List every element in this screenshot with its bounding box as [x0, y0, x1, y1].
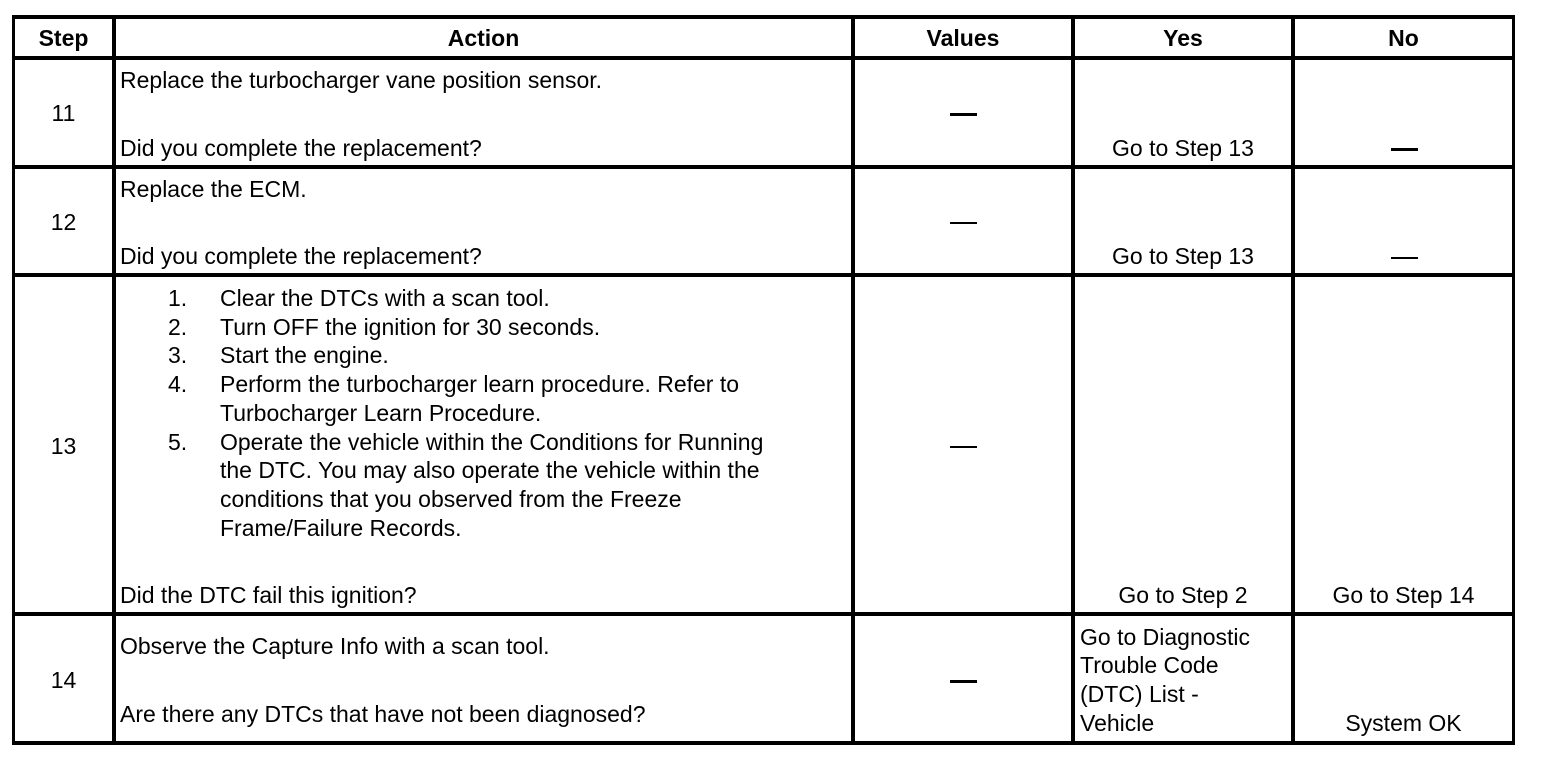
list-item: Start the engine.	[220, 342, 389, 368]
values-dash	[950, 680, 977, 683]
list-item-continuation: Turbocharger Learn Procedure.	[220, 400, 542, 426]
no-link[interactable]: Go to Step 14	[1332, 582, 1475, 608]
table-border-right	[1512, 15, 1515, 745]
no-dash	[1391, 148, 1418, 151]
step-number: 11	[51, 100, 76, 126]
column-separator	[1291, 15, 1295, 745]
action-question: Are there any DTCs that have not been diagnosed?	[120, 701, 646, 727]
column-separator	[112, 15, 116, 745]
list-number: 4.	[168, 371, 188, 397]
list-number: 1.	[168, 285, 188, 311]
yes-link-line[interactable]: Vehicle	[1080, 710, 1155, 736]
no-text: System OK	[1345, 710, 1462, 736]
row-separator	[12, 612, 1515, 616]
table-border-top	[12, 15, 1515, 19]
list-number: 5.	[168, 429, 188, 455]
action-question: Did you complete the replacement?	[120, 135, 482, 161]
yes-link[interactable]: Go to Step 13	[1112, 243, 1254, 269]
list-item: Turn OFF the ignition for 30 seconds.	[220, 314, 601, 340]
values-dash	[950, 222, 977, 224]
yes-link[interactable]: Go to Step 13	[1112, 135, 1254, 161]
row-separator	[12, 273, 1515, 277]
header-action: Action	[447, 25, 520, 51]
list-number: 2.	[168, 314, 188, 340]
step-number: 13	[50, 433, 77, 459]
table-border-bottom	[12, 741, 1515, 745]
header-yes: Yes	[1163, 25, 1203, 51]
list-item-continuation: Frame/Failure Records.	[220, 515, 462, 541]
list-item: Perform the turbocharger learn procedure. Refer to	[220, 371, 740, 397]
header-step: Step	[38, 25, 89, 51]
row-separator	[12, 165, 1515, 169]
header-separator	[12, 56, 1515, 60]
column-separator	[851, 15, 855, 745]
yes-link[interactable]: Go to Step 2	[1118, 582, 1248, 608]
yes-link-line[interactable]: Go to Diagnostic	[1080, 624, 1251, 650]
list-number: 3.	[168, 342, 188, 368]
step-number: 12	[50, 209, 77, 235]
list-item-continuation: the DTC. You may also operate the vehicle within the	[220, 457, 760, 483]
yes-link-line[interactable]: Trouble Code	[1080, 652, 1219, 678]
action-question: Did the DTC fail this ignition?	[120, 582, 417, 608]
list-item: Operate the vehicle within the Conditions for Running	[220, 429, 764, 455]
action-text: Observe the Capture Info with a scan tool.	[120, 633, 550, 659]
yes-link-line[interactable]: (DTC) List -	[1080, 681, 1199, 707]
values-dash	[950, 113, 977, 116]
no-dash	[1391, 257, 1418, 259]
header-no: No	[1388, 25, 1419, 51]
action-text: Replace the ECM.	[120, 176, 307, 202]
step-number: 14	[50, 667, 77, 693]
column-separator	[1071, 15, 1075, 745]
values-dash	[950, 446, 977, 448]
list-item: Clear the DTCs with a scan tool.	[220, 285, 550, 311]
list-item-continuation: conditions that you observed from the Freeze	[220, 486, 682, 512]
action-question: Did you complete the replacement?	[120, 243, 482, 269]
header-values: Values	[926, 25, 1000, 51]
action-text: Replace the turbocharger vane position sensor.	[120, 67, 603, 93]
